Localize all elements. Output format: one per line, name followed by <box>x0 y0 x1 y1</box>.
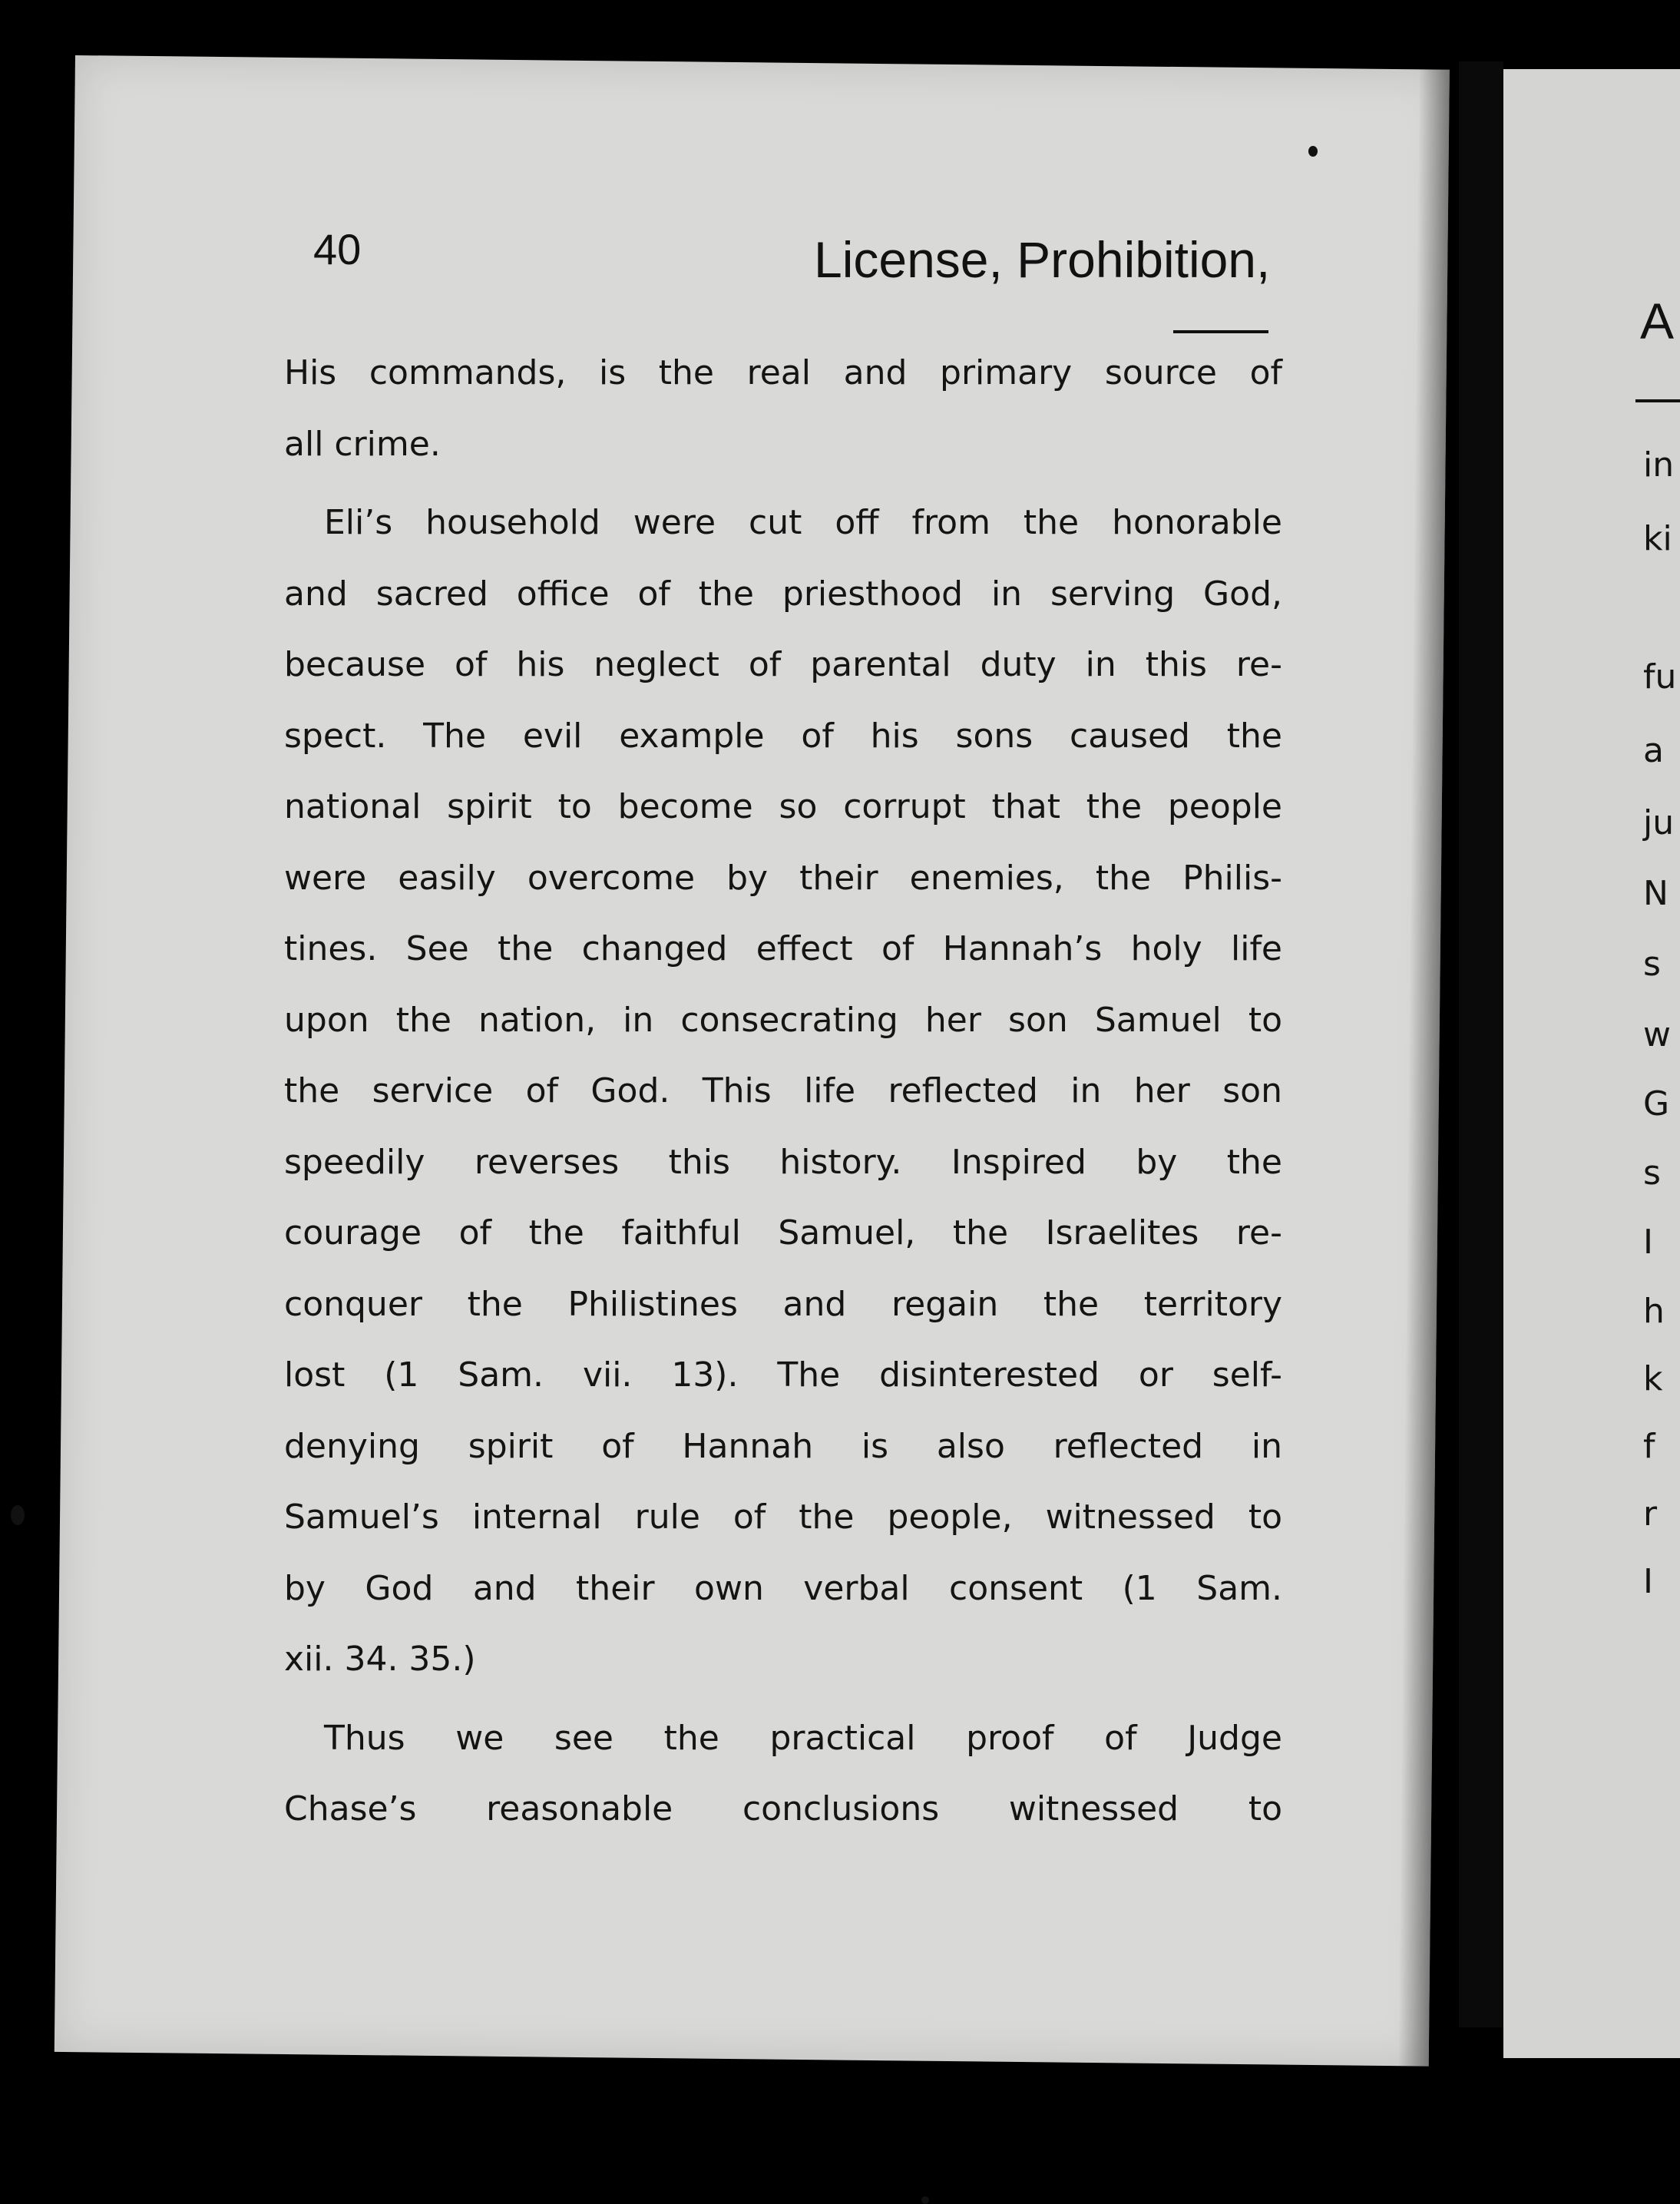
text-line: Thus we see the practical proof of Judge <box>324 1718 1282 1758</box>
text-line: speedily reverses this history. Inspired by the <box>284 1142 1282 1182</box>
right-line-start: ju <box>1643 803 1675 842</box>
right-running-head: A <box>1640 293 1675 349</box>
text-line: were easily overcome by their enemies, the Philis- <box>284 858 1282 898</box>
text-line: conquer the Philistines and regain the territory <box>284 1284 1282 1324</box>
text-line: lost (1 Sam. vii. 13). The disinterested or self- <box>284 1355 1282 1395</box>
scan-speck <box>1308 146 1318 157</box>
paragraph-1 <box>284 338 1282 480</box>
text-line: xii. 34. 35.) <box>284 1640 476 1679</box>
text-line: and sacred office of the priesthood in serving God, <box>284 574 1282 614</box>
text-line: by God and their own verbal consent (1 Sam. <box>284 1568 1282 1608</box>
text-line: denying spirit of Hannah is also reflected in <box>284 1426 1282 1466</box>
right-line-start: a <box>1643 731 1664 770</box>
text-line: tines. See the changed effect of Hannah’s holy life <box>284 929 1282 968</box>
text-line: spect. The evil example of his sons caused the <box>284 716 1282 756</box>
right-head-rule <box>1635 399 1680 402</box>
right-line-start: w <box>1643 1015 1671 1054</box>
paragraph-gap <box>284 480 1282 488</box>
right-page-fragment <box>1503 69 1680 2058</box>
binding-shadow <box>1398 69 1450 2066</box>
text-line: all crime. <box>284 424 441 464</box>
text-line: courage of the faithful Samuel, the Israelites re- <box>284 1213 1282 1253</box>
text-line: the service of God. This life reflected in her son <box>284 1071 1282 1110</box>
page-number: 40 <box>313 225 362 273</box>
right-line-start: f <box>1643 1427 1655 1466</box>
right-line-start: fu <box>1643 657 1677 697</box>
right-line-start: I <box>1643 1562 1653 1601</box>
right-line-start: s <box>1643 1153 1661 1193</box>
text-line: Samuel’s internal rule of the people, witnessed to <box>284 1497 1282 1537</box>
text-line: Chase’s reasonable conclusions witnessed to <box>284 1789 1282 1828</box>
right-line-start: k <box>1643 1359 1663 1398</box>
running-head: License, Prohibition, <box>814 231 1271 288</box>
right-line-start: r <box>1643 1494 1658 1534</box>
text-line: His commands, is the real and primary source of <box>284 353 1282 392</box>
text-line: Eli’s household were cut off from the honorable <box>324 503 1282 542</box>
scan-speck <box>11 1505 25 1525</box>
paragraph-3 <box>284 1703 1282 1845</box>
right-line-start: G <box>1643 1084 1670 1124</box>
paragraph-2 <box>284 488 1282 1696</box>
right-line-start: I <box>1643 1223 1653 1262</box>
book-gutter <box>1459 61 1503 2027</box>
body-text <box>284 338 1282 1845</box>
right-line-start: N <box>1643 874 1668 913</box>
head-rule <box>1173 330 1268 333</box>
paragraph-gap <box>284 1696 1282 1703</box>
scan-speck <box>921 2196 929 2204</box>
right-line-start: ki <box>1643 519 1672 558</box>
text-line: upon the nation, in consecrating her son Samuel to <box>284 1000 1282 1040</box>
right-line-start: s <box>1643 945 1661 984</box>
text-line: because of his neglect of parental duty in this re- <box>284 645 1282 684</box>
right-line-start: in <box>1643 445 1675 485</box>
right-line-start: h <box>1643 1292 1665 1331</box>
text-line: national spirit to become so corrupt that the people <box>284 787 1282 826</box>
